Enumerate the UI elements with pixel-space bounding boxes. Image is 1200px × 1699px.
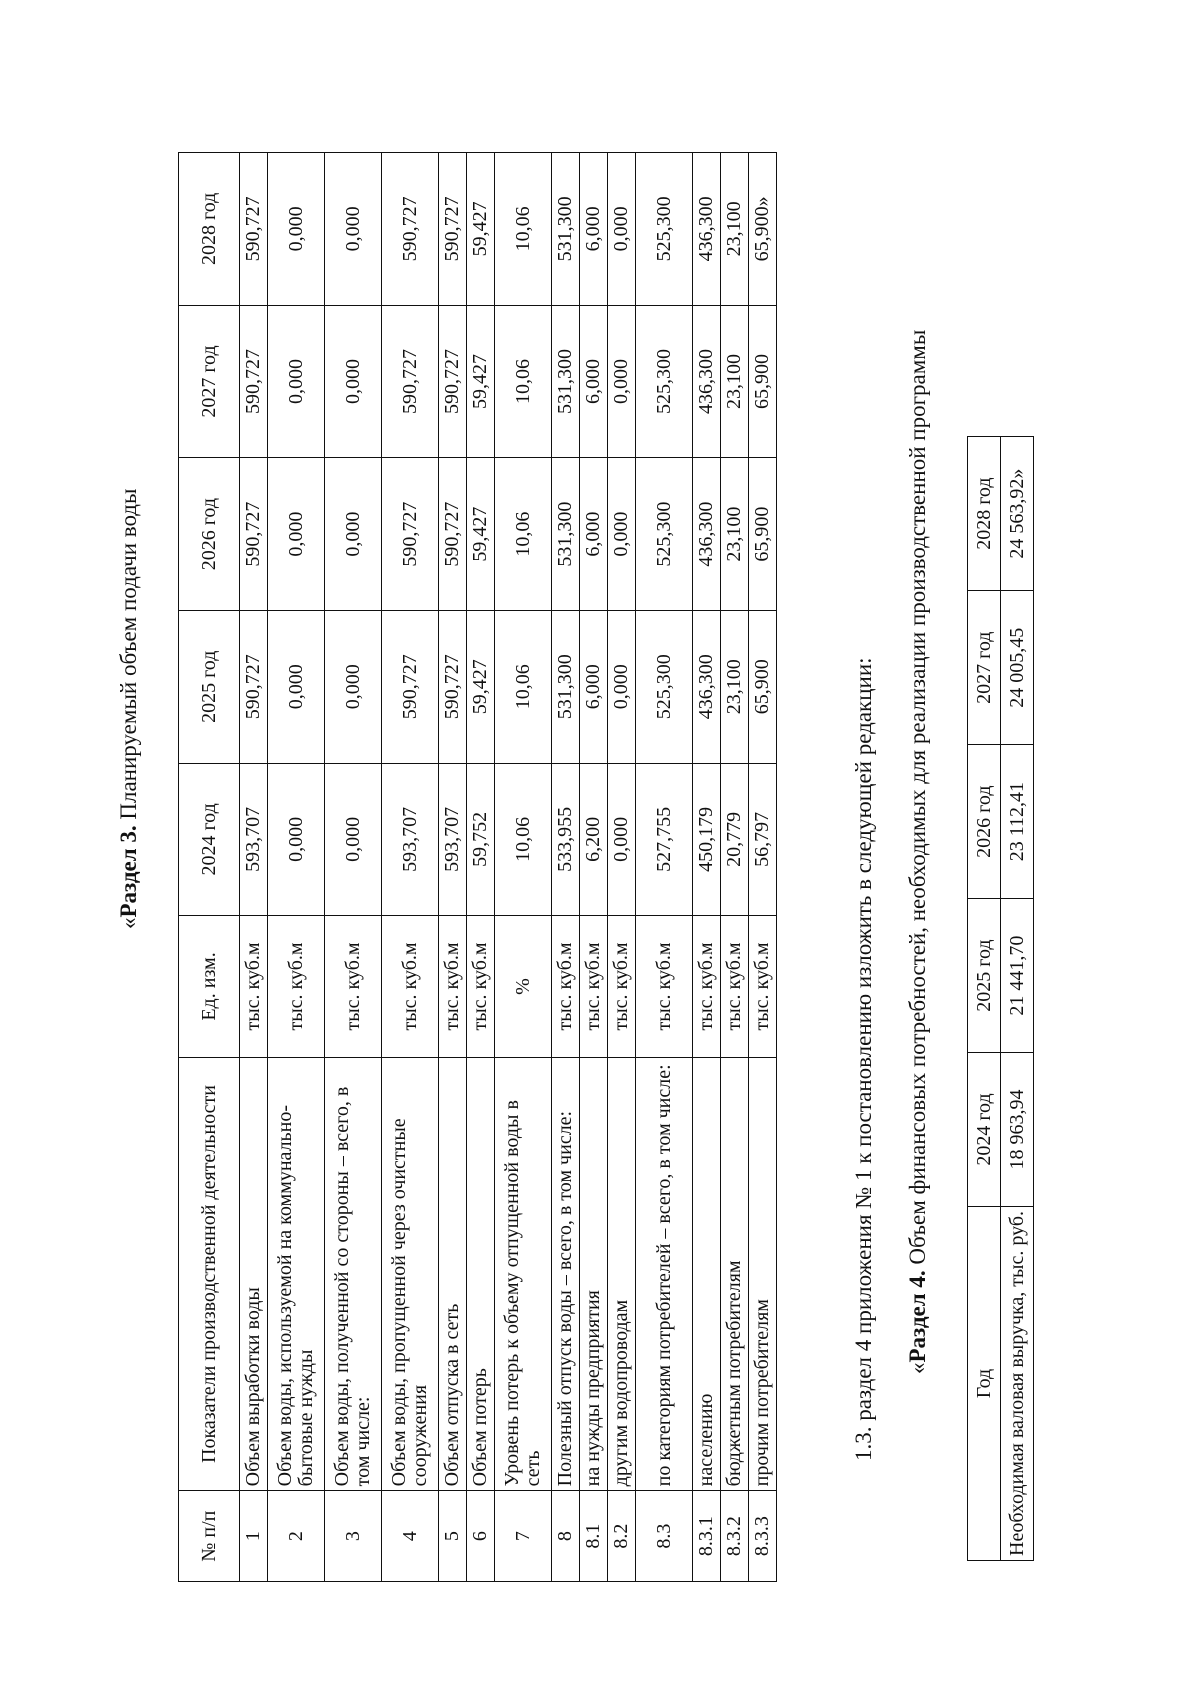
section3-heading: «Раздел 3. Планируемый объем подачи воды — [116, 488, 141, 929]
value-cell: 436,300 — [693, 305, 721, 458]
value-cell: 6,000 — [580, 153, 608, 306]
section4-table — [967, 436, 1034, 1561]
unit-cell: тыс. куб.м — [240, 916, 268, 1058]
value-cell: 0,000 — [268, 763, 325, 916]
header-cell: 2025 год — [968, 899, 1001, 1053]
indicator-name-cell: Объем потерь — [467, 1057, 495, 1491]
value-cell: 0,000 — [608, 153, 636, 306]
value-cell: 0,000 — [608, 610, 636, 763]
row-number-cell: 8.3.3 — [749, 1491, 777, 1582]
value-cell: 23,100 — [721, 305, 749, 458]
value-cell: 531,300 — [552, 305, 580, 458]
value-cell: 590,727 — [240, 305, 268, 458]
value-cell: 0,000 — [325, 763, 382, 916]
value-cell: 10,06 — [495, 763, 552, 916]
value-cell: 450,179 — [693, 763, 721, 916]
table-header-row — [968, 437, 1001, 1561]
row-number-cell: 8.3.2 — [721, 1491, 749, 1582]
value-cell: 0,000 — [608, 763, 636, 916]
value-cell: 18 963,94 — [1001, 1053, 1034, 1207]
unit-cell: тыс. куб.м — [636, 916, 693, 1058]
unit-cell: тыс. куб.м — [268, 916, 325, 1058]
header-cell: 2027 год — [179, 305, 240, 458]
unit-cell: тыс. куб.м — [467, 916, 495, 1058]
value-cell: 0,000 — [268, 458, 325, 611]
row-number-cell: 8.3.1 — [693, 1491, 721, 1582]
row-number-cell: 1 — [240, 1491, 268, 1582]
header-cell: Показатели производственной деятельности — [179, 1057, 240, 1491]
value-cell: 436,300 — [693, 610, 721, 763]
indicator-name-cell: Объем воды, пропущенной через очистные сооружения — [382, 1057, 439, 1491]
value-cell: 590,727 — [382, 305, 439, 458]
table-row — [749, 153, 777, 1582]
value-cell: 527,755 — [636, 763, 693, 916]
unit-cell: тыс. куб.м — [580, 916, 608, 1058]
indicator-name-cell: другим водопроводам — [608, 1057, 636, 1491]
row-number-cell: 8.1 — [580, 1491, 608, 1582]
unit-cell: тыс. куб.м — [552, 916, 580, 1058]
value-cell: 0,000 — [268, 153, 325, 306]
value-cell: 0,000 — [608, 458, 636, 611]
header-cell: 2024 год — [179, 763, 240, 916]
value-cell: 0,000 — [325, 305, 382, 458]
value-cell: 65,900» — [749, 153, 777, 306]
value-cell: 59,427 — [467, 458, 495, 611]
table-row — [268, 153, 325, 1582]
value-cell: 590,727 — [439, 305, 467, 458]
value-cell: 6,000 — [580, 305, 608, 458]
value-cell: 59,427 — [467, 153, 495, 306]
unit-cell: тыс. куб.м — [749, 916, 777, 1058]
value-cell: 10,06 — [495, 610, 552, 763]
table-row — [721, 153, 749, 1582]
table-row — [580, 153, 608, 1582]
unit-cell: тыс. куб.м — [325, 916, 382, 1058]
value-cell: 531,300 — [552, 458, 580, 611]
value-cell: 590,727 — [439, 610, 467, 763]
value-cell: 590,727 — [382, 610, 439, 763]
value-cell: 0,000 — [608, 305, 636, 458]
value-cell: 525,300 — [636, 305, 693, 458]
indicator-name-cell: прочим потребителям — [749, 1057, 777, 1491]
row-number-cell: 5 — [439, 1491, 467, 1582]
indicator-name-cell: на нужды предприятия — [580, 1057, 608, 1491]
unit-cell: % — [495, 916, 552, 1058]
value-cell: 6,000 — [580, 458, 608, 611]
row-number-cell: 2 — [268, 1491, 325, 1582]
unit-cell: тыс. куб.м — [721, 916, 749, 1058]
value-cell: 59,427 — [467, 305, 495, 458]
indicator-name-cell: Уровень потерь к объему отпущенной воды в сеть — [495, 1057, 552, 1491]
indicator-name-cell: Объем воды, полученной со стороны – всего, в том числе: — [325, 1057, 382, 1491]
value-cell: 590,727 — [240, 610, 268, 763]
header-cell: 2028 год — [179, 153, 240, 306]
value-cell: 59,752 — [467, 763, 495, 916]
indicator-name-cell: Объем выработки воды — [240, 1057, 268, 1491]
unit-cell: тыс. куб.м — [382, 916, 439, 1058]
value-cell: 21 441,70 — [1001, 899, 1034, 1053]
value-cell: 593,707 — [439, 763, 467, 916]
row-number-cell: 8.2 — [608, 1491, 636, 1582]
value-cell: 436,300 — [693, 458, 721, 611]
value-cell: 525,300 — [636, 153, 693, 306]
row-number-cell: 8 — [552, 1491, 580, 1582]
value-cell: 593,707 — [382, 763, 439, 916]
value-cell: 65,900 — [749, 610, 777, 763]
value-cell: 0,000 — [325, 610, 382, 763]
unit-cell: тыс. куб.м — [693, 916, 721, 1058]
indicator-name-cell: бюджетным потребителям — [721, 1057, 749, 1491]
value-cell: 24 563,92» — [1001, 437, 1034, 591]
value-cell: 65,900 — [749, 458, 777, 611]
header-cell: 2026 год — [179, 458, 240, 611]
row-number-cell: 7 — [495, 1491, 552, 1582]
table-row — [325, 153, 382, 1582]
value-cell: 10,06 — [495, 458, 552, 611]
row-number-cell: 6 — [467, 1491, 495, 1582]
value-cell: 20,779 — [721, 763, 749, 916]
header-cell: 2026 год — [968, 745, 1001, 899]
value-cell: 10,06 — [495, 305, 552, 458]
value-cell: 24 005,45 — [1001, 591, 1034, 745]
value-cell: 590,727 — [439, 458, 467, 611]
header-cell: № п/п — [179, 1491, 240, 1582]
table-row — [552, 153, 580, 1582]
unit-cell: тыс. куб.м — [608, 916, 636, 1058]
indicator-name-cell: Объем воды, используемой на коммунально-бытовые нужды — [268, 1057, 325, 1491]
value-cell: 10,06 — [495, 153, 552, 306]
value-cell: 593,707 — [240, 763, 268, 916]
row-label-cell: Необходимая валовая выручка, тыс. руб. — [1001, 1206, 1034, 1560]
header-cell: 2025 год — [179, 610, 240, 763]
section3-table — [178, 152, 777, 1582]
value-cell: 436,300 — [693, 153, 721, 306]
value-cell: 590,727 — [439, 153, 467, 306]
value-cell: 525,300 — [636, 458, 693, 611]
value-cell: 590,727 — [240, 458, 268, 611]
header-cell: 2024 год — [968, 1053, 1001, 1207]
value-cell: 0,000 — [325, 153, 382, 306]
indicator-name-cell: Полезный отпуск воды – всего, в том числе: — [552, 1057, 580, 1491]
table-header-row — [179, 153, 240, 1582]
value-cell: 59,427 — [467, 610, 495, 763]
value-cell: 0,000 — [268, 305, 325, 458]
unit-cell: тыс. куб.м — [439, 916, 467, 1058]
header-cell: 2027 год — [968, 591, 1001, 745]
value-cell: 23,100 — [721, 458, 749, 611]
value-cell: 0,000 — [268, 610, 325, 763]
table-row — [608, 153, 636, 1582]
indicator-name-cell: по категориям потребителей – всего, в том числе: — [636, 1057, 693, 1491]
value-cell: 590,727 — [382, 458, 439, 611]
amendment-paragraph: 1.3. раздел 4 приложения № 1 к постановлению изложить в следующей редакции: — [851, 657, 876, 1461]
value-cell: 0,000 — [325, 458, 382, 611]
value-cell: 23,100 — [721, 153, 749, 306]
table-row — [439, 153, 467, 1582]
header-cell: 2028 год — [968, 437, 1001, 591]
value-cell: 65,900 — [749, 305, 777, 458]
table-row — [467, 153, 495, 1582]
section4-heading: «Раздел 4. Объем финансовых потребностей, необходимых для реализации производственной программы — [905, 329, 930, 1374]
table-row — [495, 153, 552, 1582]
indicator-name-cell: Объем отпуска в сеть — [439, 1057, 467, 1491]
value-cell: 56,797 — [749, 763, 777, 916]
value-cell: 6,200 — [580, 763, 608, 916]
value-cell: 23,100 — [721, 610, 749, 763]
row-number-cell: 3 — [325, 1491, 382, 1582]
value-cell: 590,727 — [240, 153, 268, 306]
table-row — [382, 153, 439, 1582]
row-number-cell: 8.3 — [636, 1491, 693, 1582]
value-cell: 533,955 — [552, 763, 580, 916]
value-cell: 531,300 — [552, 153, 580, 306]
value-cell: 590,727 — [382, 153, 439, 306]
row-number-cell: 4 — [382, 1491, 439, 1582]
table-row — [636, 153, 693, 1582]
table-row — [1001, 437, 1034, 1561]
value-cell: 6,000 — [580, 610, 608, 763]
header-cell: Год — [968, 1206, 1001, 1560]
value-cell: 525,300 — [636, 610, 693, 763]
table-row — [693, 153, 721, 1582]
value-cell: 531,300 — [552, 610, 580, 763]
header-cell: Ед. изм. — [179, 916, 240, 1058]
value-cell: 23 112,41 — [1001, 745, 1034, 899]
indicator-name-cell: населению — [693, 1057, 721, 1491]
table-row — [240, 153, 268, 1582]
